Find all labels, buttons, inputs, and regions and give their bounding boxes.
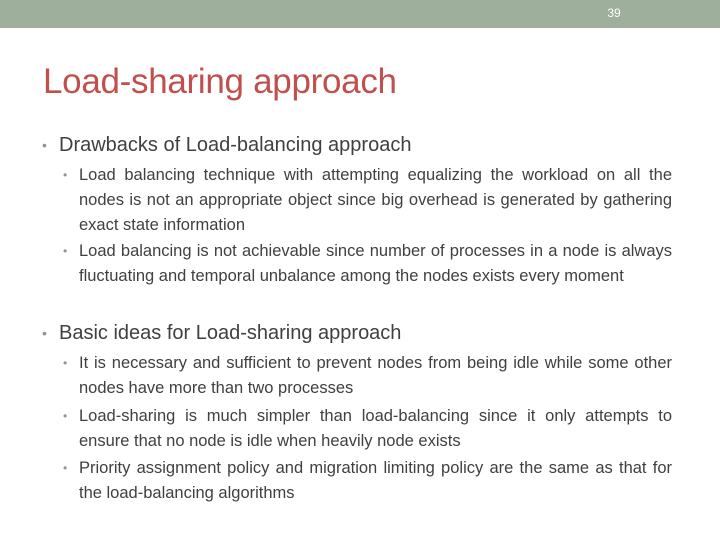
- section-heading-drawbacks: • Drawbacks of Load-balancing approach: [42, 134, 412, 156]
- basic-idea-point-1: • It is necessary and sufficient to prevent nodes from being idle while some other nodes have more than two processes: [63, 351, 672, 401]
- bullet-icon: •: [63, 356, 68, 370]
- slide-number: 39: [607, 6, 621, 20]
- drawback-point-2: • Load balancing is not achievable since number of processes in a node is always fluctuating and temporal unbalance among the nodes exists every moment: [63, 239, 672, 289]
- bullet-icon: •: [42, 137, 47, 153]
- drawback-point-1: • Load balancing technique with attempting equalizing the workload on all the nodes is not an appropriate object since big overhead is generated by gathering exact state information: [63, 163, 672, 238]
- bullet-icon: •: [63, 244, 68, 258]
- slide-title: Load-sharing approach: [43, 62, 397, 101]
- bullet-icon: •: [42, 325, 47, 341]
- basic-idea-point-3: • Priority assignment policy and migration limiting policy are the same as that for the load-balancing algorithms: [63, 456, 672, 506]
- bullet-icon: •: [63, 461, 68, 475]
- basic-idea-point-2: • Load-sharing is much simpler than load-balancing since it only attempts to ensure that no node is idle when heavily node exists: [63, 404, 672, 454]
- bullet-icon: •: [63, 409, 68, 423]
- section-heading-basic-ideas: • Basic ideas for Load-sharing approach: [42, 322, 402, 344]
- bullet-icon: •: [63, 168, 68, 182]
